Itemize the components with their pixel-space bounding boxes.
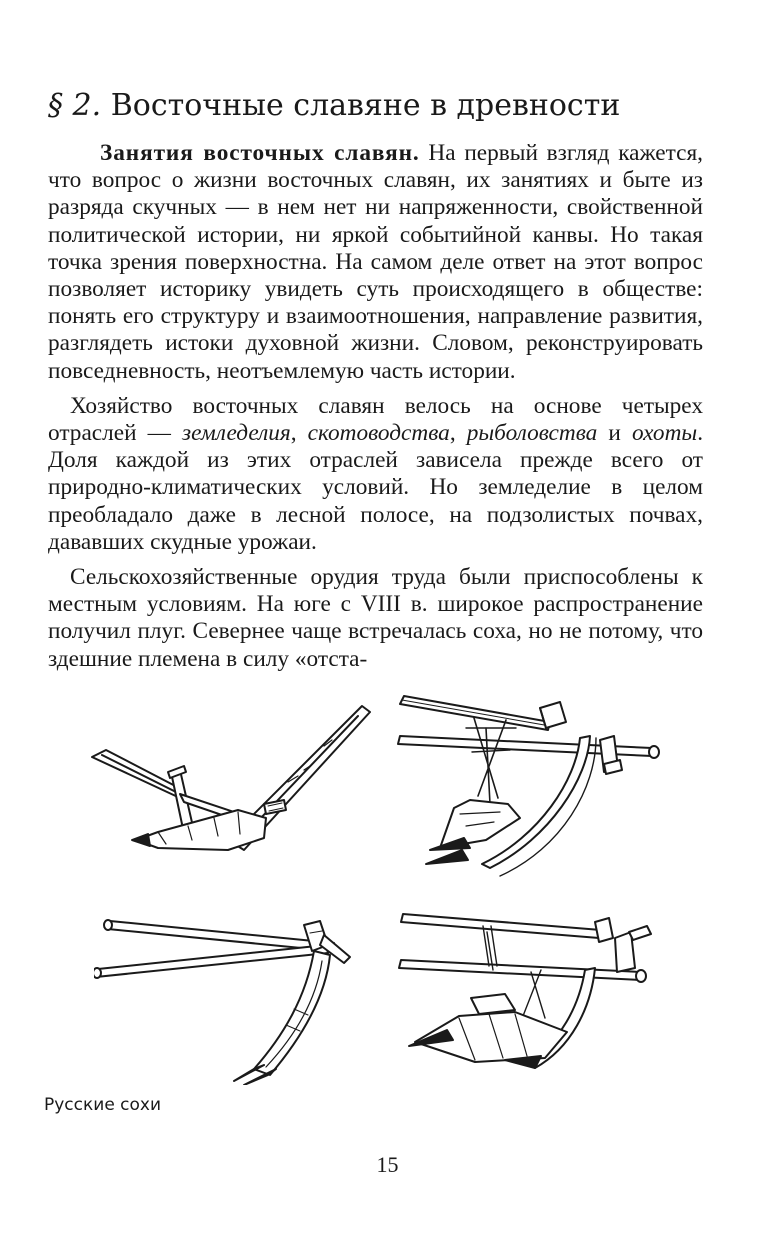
body-text (48, 140, 703, 681)
paragraph-2-text: , (290, 420, 308, 447)
subsection-heading: Занятия восточных славян. (100, 140, 420, 166)
paragraph-2-text: Хозяйство восточных славян велось на основе четырех отраслей — (48, 392, 703, 447)
sokha-illustration-3 (94, 905, 369, 1085)
section-number: § 2. (48, 88, 102, 123)
paragraph-2-text: , (449, 420, 467, 447)
paragraph-1-text: На первый взгляд кажется, что вопрос о жизни восточных славян, их занятиях и быте из разряда скучных — в нем нет ни напряженности, свойственной политической истории, ни яркой событийной канвы. Но такая точка зрения поверхностна. На самом деле ответ на этот вопрос позволяет историку увидеть суть происходящего в обществе: понять его структуру и взаимоотношения, направление развития, разглядеть истоки духовной жизни. Словом, реконструировать повседневность, неотъемлемую часть истории. (48, 140, 703, 384)
paragraph-3 (48, 564, 703, 673)
paragraph-2-text: и (597, 420, 632, 447)
sokha-illustration-1 (88, 690, 378, 870)
figure-caption: Русские сохи (44, 1095, 162, 1115)
paragraph-1 (48, 140, 703, 385)
paragraph-2 (48, 393, 703, 556)
page-number: 15 (376, 1152, 399, 1177)
term-hunting: охоты (631, 420, 698, 447)
paragraph-3-text: Сельскохозяйственные орудия труда были приспособлены к местным условиям. На юге с VIII в. широкое распространение получил плуг. Севернее чаще встречалась соха, но не потому, что здешние племена в силу «отста- (48, 564, 703, 672)
term-agriculture: земледелия (182, 420, 291, 447)
term-cattle-breeding: скотоводства (307, 420, 450, 447)
section-title-text: Восточные славяне в древности (110, 88, 621, 123)
paragraph-2-text: . Доля каждой из этих отраслей зависела прежде всего от природно-климатических условий. Но земледелие в целом преобладало даже в лесной полосе, на подзолистых почвах, дававших скудные урожаи. (48, 420, 704, 555)
section-title (48, 86, 728, 126)
sokha-illustration-2 (390, 688, 675, 878)
sokha-illustration-4 (395, 908, 675, 1088)
term-fishing: рыболовства (466, 420, 598, 447)
